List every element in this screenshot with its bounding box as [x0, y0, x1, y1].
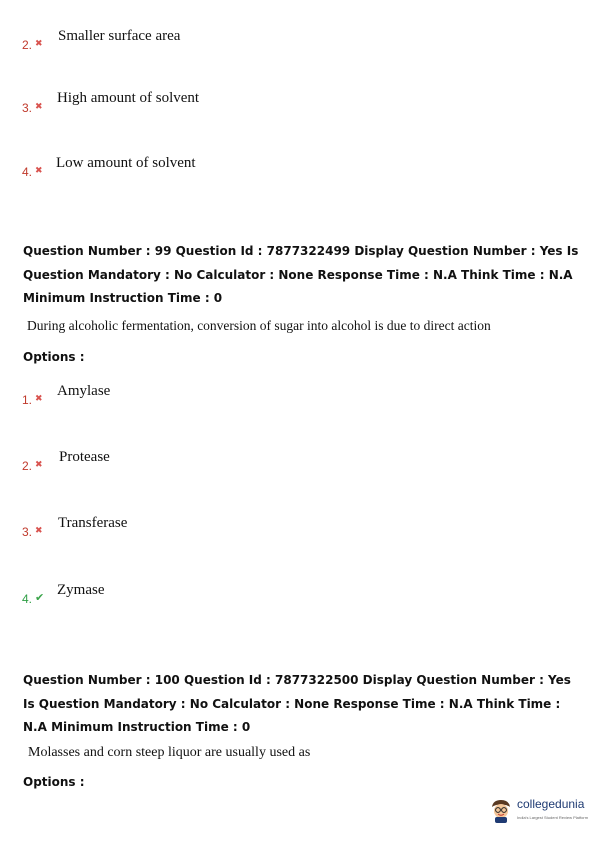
option-text: Amylase [57, 383, 111, 399]
option-row [22, 459, 47, 473]
question-text: During alcoholic fermentation, conversion of sugar into alcohol is due to direct action [27, 318, 491, 333]
logo-tagline: India's Largest Student Review Platform [517, 815, 589, 820]
cross-icon: ✖ [35, 39, 43, 49]
cross-icon: ✖ [35, 460, 43, 470]
option-number: 3. [22, 101, 33, 115]
option-row [22, 101, 47, 115]
options-label: Options : [23, 775, 85, 789]
cross-icon: ✖ [35, 166, 43, 176]
question-meta: Question Number : 100 Question Id : 7877322500 Display Question Number : Yes Is Question Mandatory : No Calculator : None Response Time : N.A Think Time : N.A Minimum Instruction Time : 0 [23, 673, 571, 734]
option-row [22, 38, 47, 52]
cross-icon: ✖ [35, 526, 43, 536]
question-meta: Question Number : 99 Question Id : 7877322499 Display Question Number : Yes Is Question Mandatory : No Calculator : None Response Time : N.A Think Time : N.A Minimum Instruction Time : 0 [23, 244, 579, 305]
collegedunia-logo [489, 798, 588, 824]
option-text: Zymase [57, 582, 105, 598]
option-text: Protease [59, 449, 110, 465]
options-label: Options : [23, 350, 85, 364]
question-text: Molasses and corn steep liquor are usually used as [28, 745, 311, 760]
cross-icon: ✖ [35, 102, 43, 112]
option-row [22, 525, 47, 539]
option-row [22, 393, 47, 407]
option-number: 1. [22, 393, 33, 407]
option-text: Low amount of solvent [56, 155, 196, 171]
option-row [22, 165, 47, 179]
option-number: 2. [22, 459, 33, 473]
option-number: 2. [22, 38, 33, 52]
option-text: Smaller surface area [58, 28, 181, 44]
option-text: High amount of solvent [57, 90, 200, 106]
check-icon: ✔ [35, 591, 45, 604]
mascot-icon [489, 798, 513, 824]
option-number: 3. [22, 525, 33, 539]
option-row-correct [22, 592, 47, 606]
option-text: Transferase [58, 515, 128, 531]
logo-brand: collegedunia [517, 797, 585, 811]
option-number: 4. [22, 592, 33, 606]
cross-icon: ✖ [35, 394, 43, 404]
option-number: 4. [22, 165, 33, 179]
